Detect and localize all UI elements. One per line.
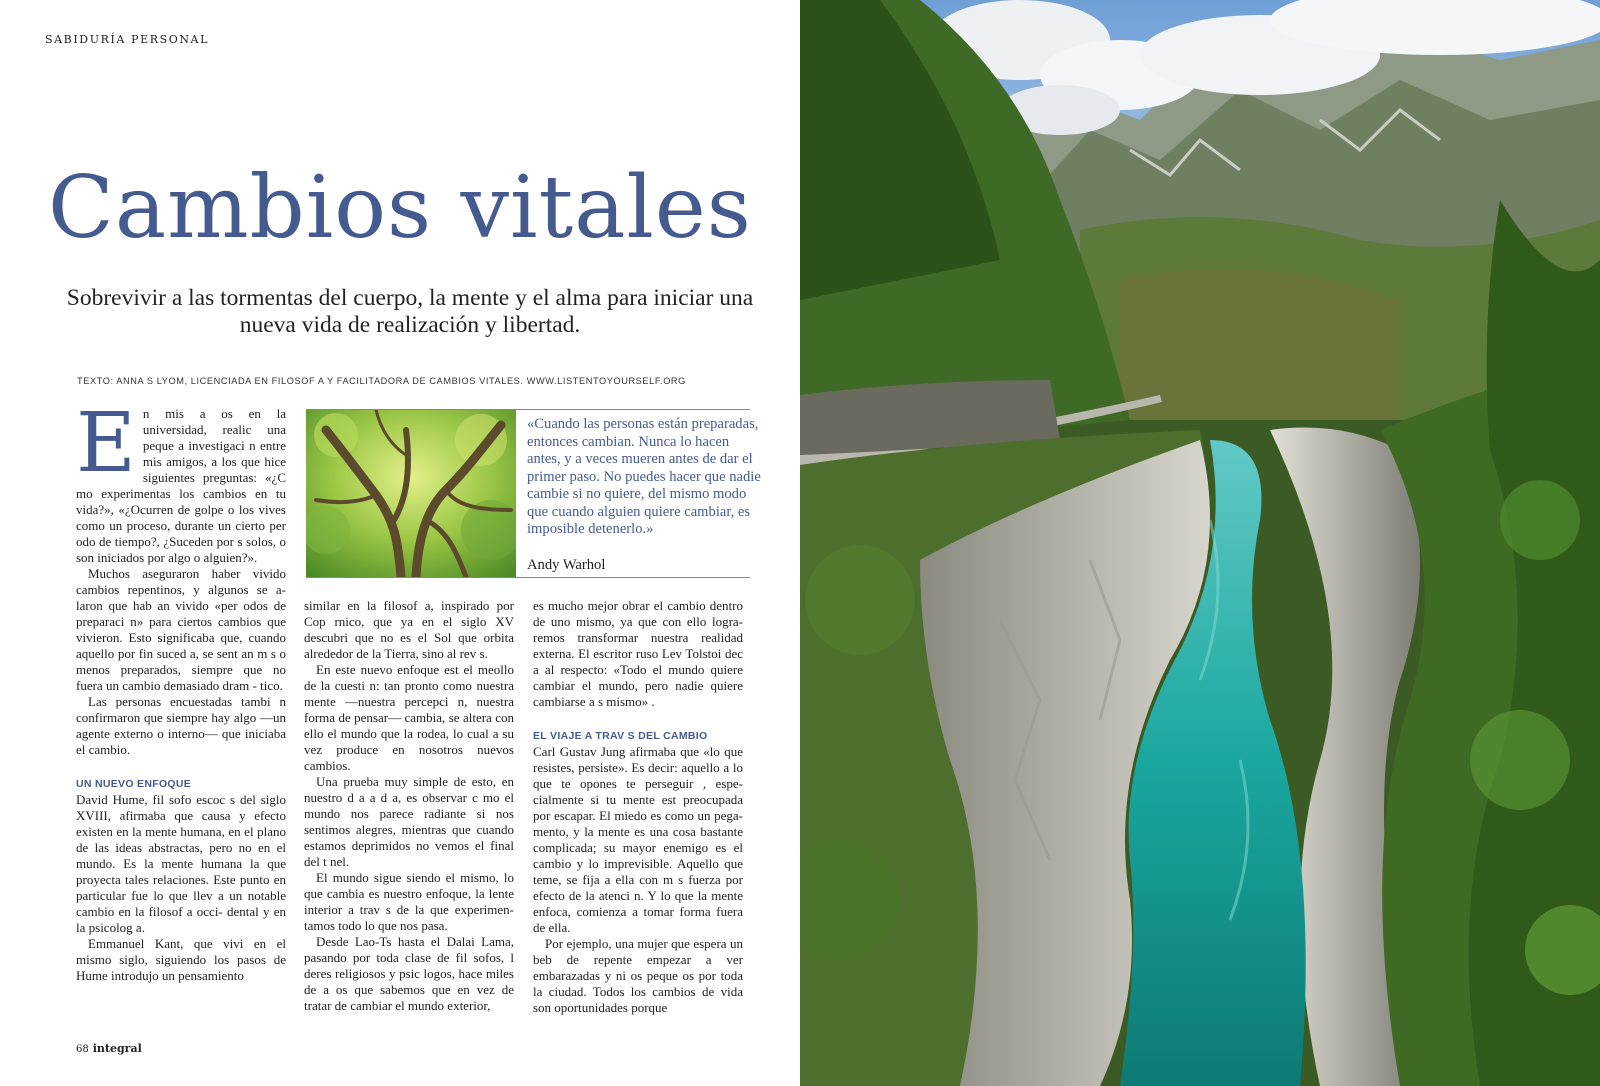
section-heading: UN NUEVO ENFOQUE (76, 778, 192, 790)
paragraph: Por ejemplo, una mujer que espera un beb de repente empezar a ver embarazadas y ni os peque os por toda la ciudad. Todos los cambios de vida son oportunidades porque (533, 936, 743, 1015)
pull-quote-author: Andy Warhol (527, 557, 606, 573)
paragraph: Una prueba muy simple de esto, en nuestro d a a d a, es observar c mo el mundo nos parece radiante si nos sentimos alegres, mientras que cuando estamos deprimidos no vemos el final del t nel. (304, 774, 514, 869)
section-label: SABIDURÍA PERSONAL (45, 33, 210, 46)
column-1 (76, 396, 286, 984)
paragraph: similar en la filosof a, inspirado por Cop rnico, que ya en el siglo XV descubri que no es el Sol que orbita alrededor de la Tierra, sino al rev s. (304, 598, 514, 661)
magazine-name: integral (92, 1042, 142, 1055)
article-subtitle: Sobrevivir a las tormentas del cuerpo, la mente y el alma para iniciar una nueva vida de realización y libertad. (66, 285, 754, 338)
pull-quote-box (306, 409, 761, 578)
paragraph: En este nuevo enfoque est el meollo de la cuesti n: tan pronto como nuestra mente —nuestra percepci n, nuestra forma de pensar— cambia, se altera con ello el mundo que la rodea, lo cual a su vez produce en nosotros nuevos cambios. (304, 662, 514, 773)
drop-cap: E (76, 396, 136, 491)
paragraph: es mucho mejor obrar el cambio dentro de uno mismo, ya que con ello logra- remos transformar nuestra realidad externa. El escritor ruso Lev Tolstoi dec a al respecto: «Todo el mundo quiere cambiar el mundo, pero nadie quiere cambiarse a s mismo» . (533, 598, 743, 709)
column-3 (533, 598, 743, 1016)
paragraph: Carl Gustav Jung afirmaba que «lo que resistes, persiste». Es decir: aquello a lo que te opones te perseguir , espe- cialmente si tu mente est preocupada por escapar. El miedo es como un pega- mento, y la mente es una cosa bastante complicada; su mayor enemigo es el cambio y lo imprevisible. Aquello que teme, se fija a ella con m s fuerza por efecto de la atenci n. Y lo que la mente enfoca, comienza a tomar forma fuera de ella. (533, 744, 743, 935)
column-2 (304, 598, 514, 1014)
paragraph: Desde Lao-Ts hasta el Dalai Lama, pasando por toda clase de fil sofos, l deres religiosos y psic logos, hace miles de a os que sabemos que en vez de tratar de cambiar el mundo exterior, (304, 934, 514, 1013)
paragraph: Las personas encuestadas tambi n confirmaron que siempre hay algo —un agente externo o interno— que iniciaba el cambio. (76, 694, 286, 757)
paragraph: Muchos aseguraron haber vivido cambios repentinos, y algunos se a- laron que hab an vivido «per odos de preparaci n» para ciertos cambios que vivieron. Esto significaba que, cuando aquello por fin suced a, se sent an m s o menos preparados, siempre que no fuera un cambio demasiado dram - tico. (76, 566, 286, 693)
paragraph: n mis a os en la universidad, realic una peque a investigaci n entre mis amigos, a los que hice siguientes preguntas: «¿C mo experimentas los cambios en tu vida?», «¿Ocurren de golpe o los vives como un proceso, durante un cierto per odo de tiempo?, ¿Suceden por s solos, o son iniciados por algo o alguien?». (76, 406, 286, 565)
river-gorge-photo (800, 0, 1600, 1086)
page-number: 68 (76, 1044, 89, 1055)
author-credit: TEXTO: ANNA S LYOM, LICENCIADA EN FILOSOF A Y FACILITADORA DE CAMBIOS VITALES. WWW.LISTENTOYOURSELF.ORG (77, 376, 686, 386)
paragraph: Emmanuel Kant, que vivi en el mismo siglo, siguiendo los pasos de Hume introdujo un pensamiento (76, 936, 286, 983)
pull-quote-text: «Cuando las personas están preparadas, entonces cambian. Nunca lo hacen antes, y a veces mueren antes de dar el primer paso. No puedes hacer que nadie cambie si no quiere, del mismo modo que cuando alguien quiere cambiar, es imposible detenerlo.» (527, 416, 761, 537)
paragraph: David Hume, fil sofo escoc s del siglo XVIII, afirmaba que causa y efecto existen en la mente humana, en el plano de las ideas abstractas, pero no en el mundo. Es la mente humana la que proyecta tales relaciones. Este punto en particular fue lo que llev a un notable cambio en la filosof a occi- dental y en la psicolog a. (76, 792, 286, 935)
paragraph: El mundo sigue siendo el mismo, lo que cambia es nuestro enfoque, la lente interior a trav s de la que experimen- tamos todo lo que nos pasa. (304, 870, 514, 933)
page-folio (76, 1042, 142, 1055)
section-heading: EL VIAJE A TRAV S DEL CAMBIO (533, 730, 708, 742)
tree-photo (306, 410, 516, 577)
article-title: Cambios vitales (48, 158, 752, 258)
